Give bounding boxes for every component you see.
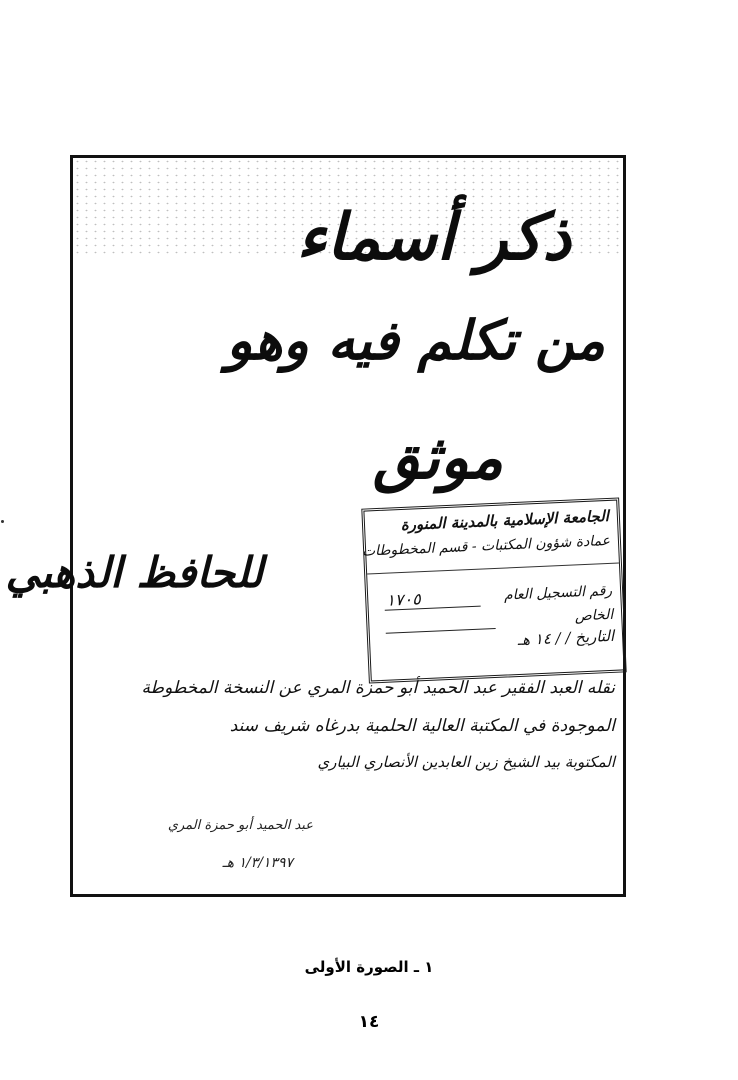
- figure-caption: ١ ـ الصورة الأولى: [304, 958, 434, 976]
- signature-date: ١/٣/١٣٩٧ هـ: [222, 855, 293, 871]
- title-line-1: ذكر أسماء: [296, 200, 571, 275]
- page-number: ١٤: [358, 1012, 380, 1032]
- transcriber-note-line-2: الموجودة في المكتبة العالية الحلمية بدرغاه شريف سند: [229, 716, 615, 736]
- stamp-department: عمادة شؤون المكتبات - قسم المخطوطات: [361, 532, 611, 560]
- author-line: للحافظ الذهبي: [5, 548, 263, 597]
- stamp-divider: [367, 563, 619, 575]
- manuscript-title-page: [5, 155, 626, 897]
- stamp-line: [386, 628, 496, 634]
- library-stamp: [361, 497, 626, 683]
- stamp-general-number: ١٧٠٥: [385, 589, 422, 610]
- stamp-general-label: رقم التسجيل العام: [503, 582, 613, 604]
- title-line-2: من تكلم فيه وهو: [226, 308, 605, 372]
- stamp-private-label: الخاص: [574, 606, 614, 625]
- scan-mark: [1, 520, 4, 523]
- signature: عبد الحميد أبو حمزة المري: [167, 818, 313, 833]
- transcriber-note-line-3: المكتوبة بيد الشيخ زين العابدين الأنصاري البياري: [317, 753, 615, 771]
- title-line-3: موثق: [373, 423, 503, 493]
- stamp-date: التاريخ / / ١٤ هـ: [517, 626, 615, 650]
- stamp-institution: الجامعة الإسلامية بالمدينة المنورة: [400, 506, 610, 534]
- transcriber-note-line-1: نقله العبد الفقير عبد الحميد أبو حمزة المري عن النسخة المخطوطة: [141, 678, 615, 698]
